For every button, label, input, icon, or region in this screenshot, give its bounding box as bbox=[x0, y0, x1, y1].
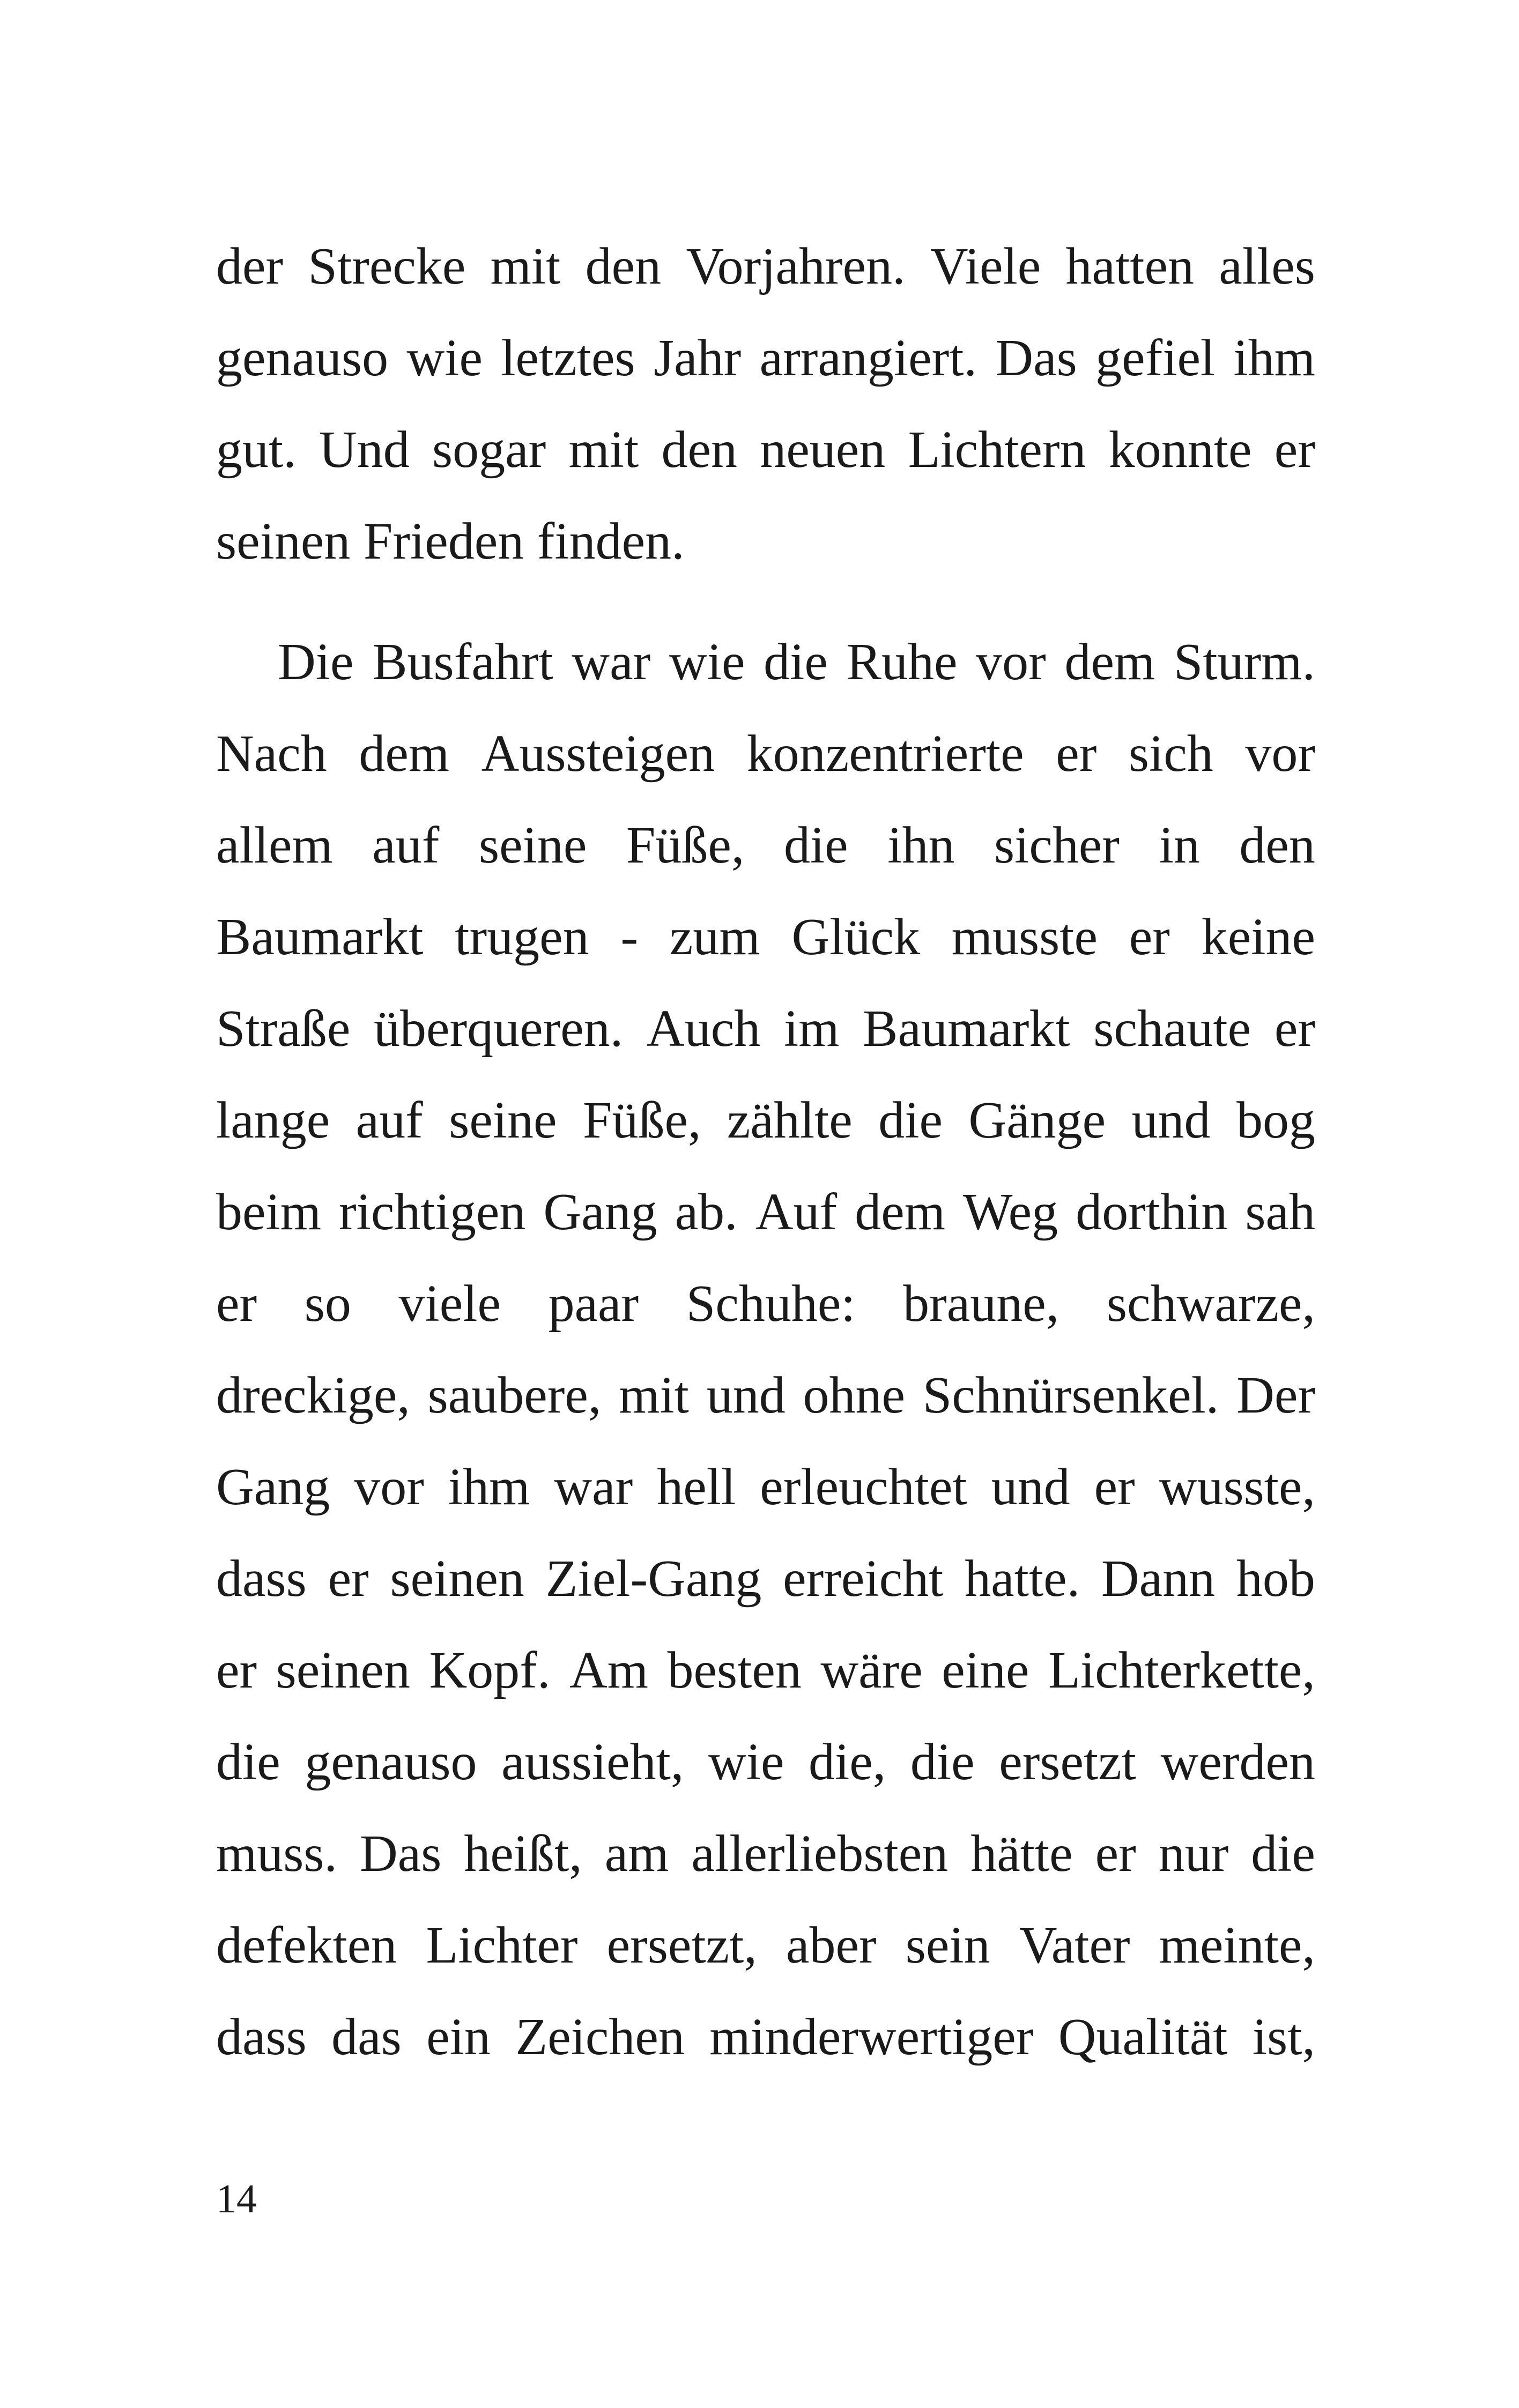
text-line: lange auf seine Füße, zählte die Gänge und bog bbox=[216, 1091, 1315, 1149]
text-line: Baumarkt trugen - zum Glück musste er keine bbox=[216, 908, 1315, 966]
text-line: allem auf seine Füße, die ihn sicher in den bbox=[216, 816, 1315, 874]
text-line: er seinen Kopf. Am besten wäre eine Lichterkette, bbox=[216, 1641, 1315, 1699]
text-line: defekten Lichter ersetzt, aber sein Vater meinte, bbox=[216, 1916, 1315, 1974]
text-line: Die Busfahrt war wie die Ruhe vor dem Sturm. bbox=[278, 633, 1315, 691]
text-line: der Strecke mit den Vorjahren. Viele hatten alles bbox=[216, 237, 1315, 295]
text-line: Nach dem Aussteigen konzentrierte er sich vor bbox=[216, 725, 1315, 783]
text-line: dreckige, saubere, mit und ohne Schnürsenkel. Der bbox=[216, 1366, 1315, 1424]
text-line: muss. Das heißt, am allerliebsten hätte er nur die bbox=[216, 1825, 1315, 1883]
text-line: er so viele paar Schuhe: braune, schwarze, bbox=[216, 1275, 1315, 1333]
text-line: Gang vor ihm war hell erleuchtet und er wusste, bbox=[216, 1458, 1315, 1516]
text-line: genauso wie letztes Jahr arrangiert. Das gefiel ihm bbox=[216, 329, 1315, 387]
text-line: gut. Und sogar mit den neuen Lichtern konnte er bbox=[216, 421, 1315, 479]
text-line: Straße überqueren. Auch im Baumarkt schaute er bbox=[216, 1000, 1315, 1058]
page-number: 14 bbox=[216, 2176, 257, 2221]
text-line: beim richtigen Gang ab. Auf dem Weg dorthin sah bbox=[216, 1183, 1315, 1241]
text-line: die genauso aussieht, wie die, die ersetzt werden bbox=[216, 1733, 1315, 1791]
text-line: dass das ein Zeichen minderwertiger Qualität ist, bbox=[216, 2008, 1315, 2066]
text-line: dass er seinen Ziel-Gang erreicht hatte. Dann hob bbox=[216, 1550, 1315, 1608]
text-line: seinen Frieden finden. bbox=[216, 512, 685, 570]
